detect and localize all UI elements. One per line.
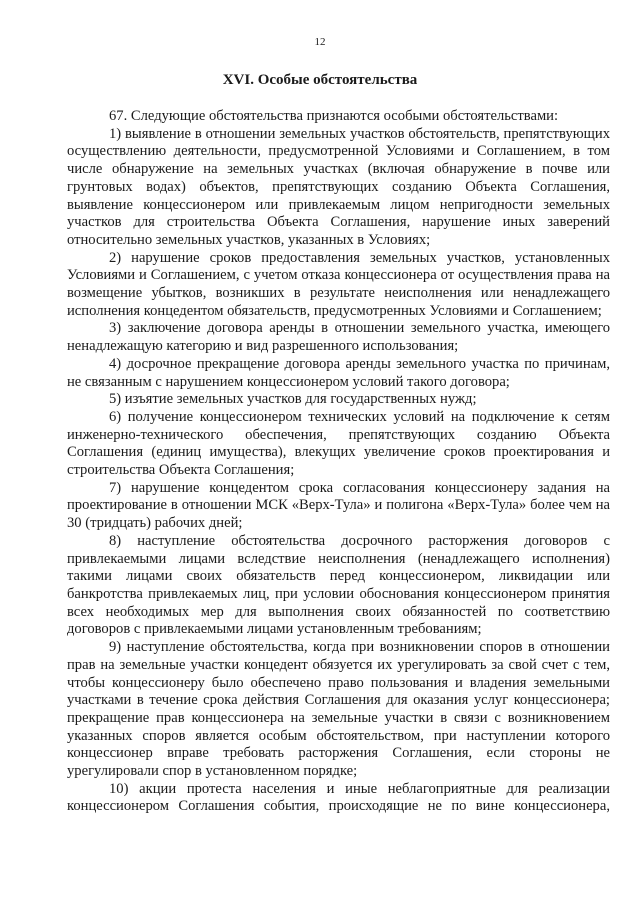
paragraph-item-5: 5) изъятие земельных участков для государственных нужд; bbox=[109, 391, 477, 408]
paragraph-item-7: 7) нарушение концедентом срока согласования концессионеру задания на проектирование в отношении МСК «Верх-Тула» и полигона «Верх-Тула» более чем на 30 (тридцать) рабочих дней; bbox=[67, 479, 610, 532]
paragraph-item-4: 4) досрочное прекращение договора аренды земельного участка по причинам, не связанным с нарушением концессионером условий такого договора; bbox=[67, 355, 610, 390]
paragraph-item-8: 8) наступление обстоятельства досрочного расторжения договоров с привлекаемыми лицами вследствие неисполнения (ненадлежащего исполнения) такими лицами своих обязательств перед концессионером, ликвидации или банкротства привлекаемых лиц, при условии обоснования концессионером принятия всех необходимых мер для выполнения своих обязанностей по соответствию договоров с привлекаемыми лицами установленным требованиям; bbox=[67, 532, 610, 638]
paragraph-item-10: 10) акции протеста населения и иные неблагоприятные для реализации концессионером Соглашения события, происходящие не по вине концессионера, bbox=[67, 780, 610, 815]
document-body bbox=[67, 108, 610, 816]
page-number: 12 bbox=[314, 36, 326, 48]
paragraph-item-9: 9) наступление обстоятельства, когда при возникновении споров в отношении прав на земельные участки концедент обязуется их урегулировать за свой счет с тем, чтобы концессионеру было обеспечено право пользования и владения земельными участками в течение срока действия Соглашения для оказания услуг концессионера; прекращение прав концессионера на земельные участки в связи с возникновением указанных споров является особым обстоятельством, при наступлении которого концессионер вправе требовать расторжения Соглашения, если стороны не урегулировали спор в установленном порядке; bbox=[67, 639, 610, 780]
paragraph-intro: 67. Следующие обстоятельства признаются особыми обстоятельствами: bbox=[109, 108, 559, 124]
section-title: XVI. Особые обстоятельства bbox=[222, 72, 418, 88]
paragraph-item-2: 2) нарушение сроков предоставления земельных участков, установленных Условиями и Соглашением, с учетом отказа концессионера от осуществления права на возмещение убытков, возникших в результате неисполнения или ненадлежащего исполнения концедентом обязательств, предусмотренных Условиями и Соглашением; bbox=[67, 249, 610, 319]
paragraph-item-6: 6) получение концессионером технических условий на подключение к сетям инженерно-технического обеспечения, препятствующих созданию Объекта Соглашения (единиц имущества), влекущих увеличение сроков проектирования и строительства Объекта Соглашения; bbox=[67, 408, 610, 479]
paragraph-item-3: 3) заключение договора аренды в отношении земельного участка, имеющего ненадлежащую категорию и вид разрешенного использования; bbox=[67, 320, 610, 355]
paragraph-item-1: 1) выявление в отношении земельных участков обстоятельств, препятствующих осуществлению деятельности, предусмотренной Условиями и Соглашением, в том числе обнаружение на земельных участках (включая обнаружение в почве или грунтовых водах) объектов, препятствующих созданию Объекта Соглашения, выявление концессионером или привлекаемым лицом непригодности земельных участков для строительства Объекта Соглашения, нарушение иных заверений относительно земельных участков, указанных в Условиях; bbox=[67, 125, 610, 248]
